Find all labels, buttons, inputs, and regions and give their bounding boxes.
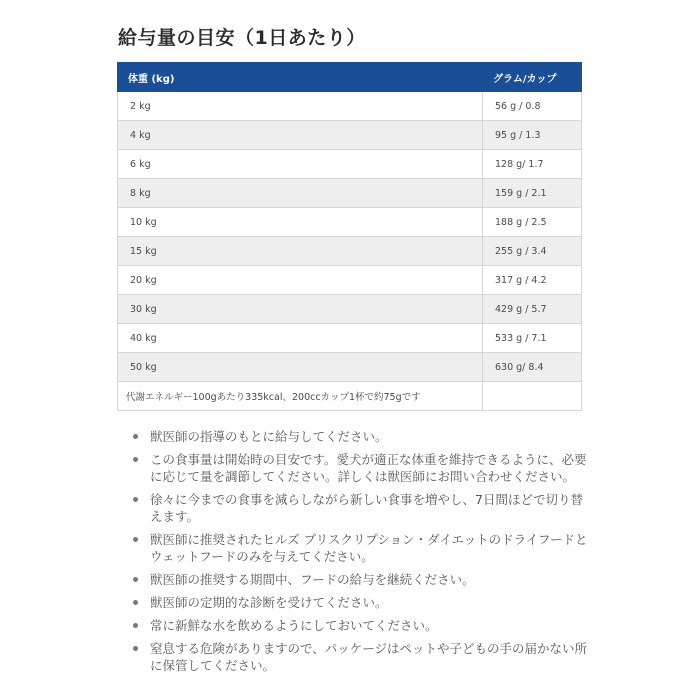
weight-cell: 4 kg bbox=[118, 121, 483, 150]
table-row bbox=[118, 92, 582, 121]
amount-cell: 56 g / 0.8 bbox=[483, 92, 582, 121]
weight-cell: 20 kg bbox=[118, 266, 483, 295]
weight-cell: 8 kg bbox=[118, 179, 483, 208]
list-item-text: 獣医師の指導のもとに給与してください。 bbox=[150, 429, 388, 444]
list-item-text: 徐々に今までの食事を減らしながら新しい食事を増やし、7日間ほどで切り替えます。 bbox=[150, 492, 583, 524]
weight-cell: 40 kg bbox=[118, 324, 483, 353]
list-item bbox=[130, 594, 590, 611]
amount-cell: 630 g/ 8.4 bbox=[483, 353, 582, 382]
table-row bbox=[118, 266, 582, 295]
bullet-icon bbox=[133, 577, 138, 582]
weight-cell: 10 kg bbox=[118, 208, 483, 237]
amount-cell: 317 g / 4.2 bbox=[483, 266, 582, 295]
header-grams-cups: グラム/カップ bbox=[483, 63, 582, 92]
table-row bbox=[118, 237, 582, 266]
table-header-row bbox=[118, 63, 582, 92]
table-row bbox=[118, 295, 582, 324]
header-weight: 体重 (kg) bbox=[118, 63, 483, 92]
bullet-icon bbox=[133, 497, 138, 502]
amount-cell: 95 g / 1.3 bbox=[483, 121, 582, 150]
list-item bbox=[130, 451, 590, 485]
list-item-text: 獣医師の定期的な診断を受けてください。 bbox=[150, 595, 388, 610]
list-item bbox=[130, 571, 590, 588]
weight-cell: 30 kg bbox=[118, 295, 483, 324]
amount-cell: 533 g / 7.1 bbox=[483, 324, 582, 353]
amount-cell: 255 g / 3.4 bbox=[483, 237, 582, 266]
amount-cell: 188 g / 2.5 bbox=[483, 208, 582, 237]
amount-cell: 159 g / 2.1 bbox=[483, 179, 582, 208]
page-title: 給与量の目安（1日あたり） bbox=[118, 26, 366, 49]
table-row bbox=[118, 179, 582, 208]
list-item-text: この食事量は開始時の目安です。愛犬が適正な体重を維持できるように、必要に応じて量を調節してください。詳しくは獣医師にお問い合わせください。 bbox=[150, 452, 587, 484]
table-row bbox=[118, 208, 582, 237]
list-item bbox=[130, 617, 590, 634]
energy-note-cell: 代謝エネルギー100gあたり335kcal、200ccカップ1杯で約75gです bbox=[118, 382, 483, 411]
bullet-icon bbox=[133, 646, 138, 651]
empty-cell bbox=[483, 382, 582, 411]
bullet-icon bbox=[133, 457, 138, 462]
table-row bbox=[118, 324, 582, 353]
bullet-icon bbox=[133, 623, 138, 628]
list-item-text: 獣医師の推奨する期間中、フードの給与を継続ください。 bbox=[150, 572, 475, 587]
amount-cell: 128 g/ 1.7 bbox=[483, 150, 582, 179]
list-item-text: 常に新鮮な水を飲めるようにしておいてください。 bbox=[150, 618, 438, 633]
feeding-table bbox=[117, 62, 582, 411]
weight-cell: 15 kg bbox=[118, 237, 483, 266]
weight-cell: 2 kg bbox=[118, 92, 483, 121]
amount-cell: 429 g / 5.7 bbox=[483, 295, 582, 324]
weight-cell: 6 kg bbox=[118, 150, 483, 179]
list-item-text: 窒息する危険がありますので、パッケージはペットや子どもの手の届かない所に保管してください。 bbox=[150, 641, 588, 673]
feeding-instructions-list bbox=[130, 428, 590, 680]
bullet-icon bbox=[133, 537, 138, 542]
list-item-text: 獣医師に推奨されたヒルズ プリスクリプション・ダイエットのドライフードとウェットフードのみを与えてください。 bbox=[150, 532, 588, 564]
weight-cell: 50 kg bbox=[118, 353, 483, 382]
table-note-row bbox=[118, 382, 582, 411]
list-item bbox=[130, 491, 590, 525]
table-row bbox=[118, 353, 582, 382]
bullet-icon bbox=[133, 434, 138, 439]
table-row bbox=[118, 121, 582, 150]
list-item bbox=[130, 428, 590, 445]
list-item bbox=[130, 640, 590, 674]
bullet-icon bbox=[133, 600, 138, 605]
list-item bbox=[130, 531, 590, 565]
table-row bbox=[118, 150, 582, 179]
